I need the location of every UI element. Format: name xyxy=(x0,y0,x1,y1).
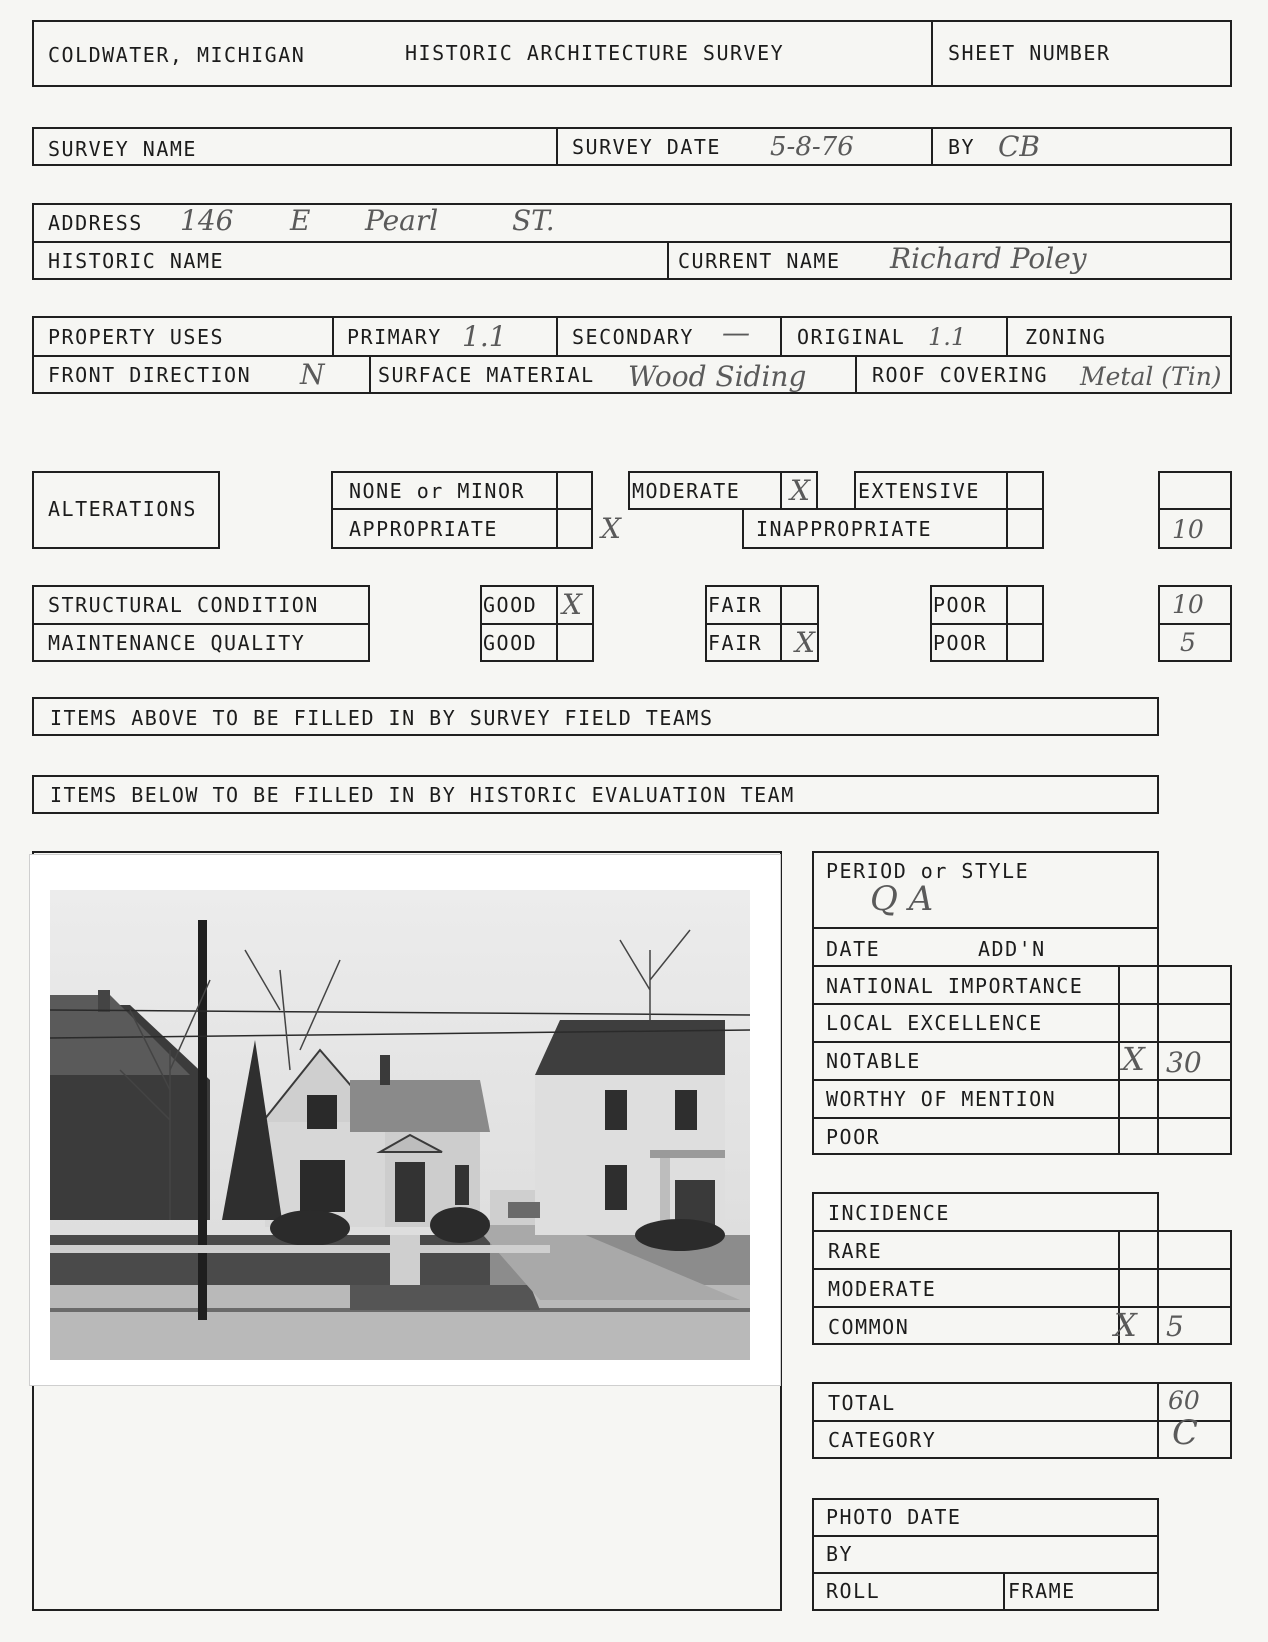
secondary-value: — xyxy=(722,316,750,349)
structural-condition-label: STRUCTURAL CONDITION xyxy=(48,593,319,617)
structural-score: 10 xyxy=(1172,590,1204,619)
structural-fair-label: FAIR xyxy=(708,593,763,617)
zoning-label: ZONING xyxy=(1025,325,1107,349)
maintenance-score: 5 xyxy=(1180,628,1196,657)
period-style-value: Q A xyxy=(870,879,934,919)
address-street: Pearl xyxy=(365,204,439,237)
moderate-label: MODERATE xyxy=(632,479,741,503)
notable-mark: X xyxy=(1122,1040,1145,1078)
moderate-mark: X xyxy=(790,474,810,507)
city-label: COLDWATER, MICHIGAN xyxy=(48,43,306,67)
surface-material-label: SURFACE MATERIAL xyxy=(378,363,595,387)
historic-name-label: HISTORIC NAME xyxy=(48,249,225,273)
form-title: HISTORIC ARCHITECTURE SURVEY xyxy=(405,41,785,65)
survey-date-value: 5-8-76 xyxy=(770,132,854,162)
primary-value: 1.1 xyxy=(462,320,507,353)
date-label: DATE xyxy=(826,937,881,961)
local-excellence-label: LOCAL EXCELLENCE xyxy=(826,1011,1043,1035)
house-photograph xyxy=(30,855,780,1385)
maintenance-poor-label: POOR xyxy=(933,631,988,655)
address-label: ADDRESS xyxy=(48,211,143,235)
original-value: 1.1 xyxy=(928,323,967,351)
common-label: COMMON xyxy=(828,1315,910,1339)
house-photo-image xyxy=(50,890,750,1360)
frame-label: FRAME xyxy=(1008,1579,1076,1603)
alterations-label: ALTERATIONS xyxy=(48,497,197,521)
sheet-number-label: SHEET NUMBER xyxy=(948,41,1111,65)
survey-by-value: CB xyxy=(998,130,1040,163)
notable-label: NOTABLE xyxy=(826,1049,921,1073)
appropriate-mark: X xyxy=(601,512,621,545)
current-name-value: Richard Poley xyxy=(890,242,1087,275)
common-score: 5 xyxy=(1166,1310,1184,1343)
national-importance-label: NATIONAL IMPORTANCE xyxy=(826,974,1084,998)
notes-above-text: ITEMS ABOVE TO BE FILLED IN BY SURVEY FIELD TEAMS xyxy=(50,706,714,730)
current-name-label: CURRENT NAME xyxy=(678,249,841,273)
appropriate-label: APPROPRIATE xyxy=(349,517,498,541)
survey-date-label: SURVEY DATE xyxy=(572,135,721,159)
inappropriate-label: INAPPROPRIATE xyxy=(756,517,933,541)
total-value: 60 xyxy=(1168,1386,1200,1415)
none-minor-label: NONE or MINOR xyxy=(349,479,526,503)
address-suffix: ST. xyxy=(512,204,555,237)
property-uses-label: PROPERTY USES xyxy=(48,325,225,349)
worthy-of-mention-label: WORTHY OF MENTION xyxy=(826,1087,1057,1111)
address-number: 146 xyxy=(180,204,234,237)
front-direction-value: N xyxy=(300,358,325,391)
maintenance-fair-mark: X xyxy=(795,626,815,659)
addn-label: ADD'N xyxy=(978,937,1046,961)
alterations-score: 10 xyxy=(1172,515,1204,544)
survey-by-label: BY xyxy=(948,135,976,159)
photo-date-label: PHOTO DATE xyxy=(826,1505,962,1529)
incidence-moderate-label: MODERATE xyxy=(828,1277,937,1301)
original-label: ORIGINAL xyxy=(797,325,906,349)
structural-good-mark: X xyxy=(562,588,582,621)
maintenance-fair-label: FAIR xyxy=(708,631,763,655)
notes-below-text: ITEMS BELOW TO BE FILLED IN BY HISTORIC EVALUATION TEAM xyxy=(50,783,795,807)
structural-poor-label: POOR xyxy=(933,593,988,617)
maintenance-quality-label: MAINTENANCE QUALITY xyxy=(48,631,306,655)
surface-material-value: Wood Siding xyxy=(628,360,807,393)
category-value: C xyxy=(1172,1413,1199,1453)
photo-by-label: BY xyxy=(826,1542,854,1566)
extensive-label: EXTENSIVE xyxy=(858,479,980,503)
common-mark: X xyxy=(1114,1306,1137,1344)
incidence-label: INCIDENCE xyxy=(828,1201,950,1225)
total-label: TOTAL xyxy=(828,1391,896,1415)
rare-label: RARE xyxy=(828,1239,883,1263)
structural-good-label: GOOD xyxy=(483,593,538,617)
secondary-label: SECONDARY xyxy=(572,325,694,349)
roof-covering-label: ROOF COVERING xyxy=(872,363,1049,387)
eval-poor-label: POOR xyxy=(826,1125,881,1149)
category-label: CATEGORY xyxy=(828,1428,937,1452)
primary-label: PRIMARY xyxy=(347,325,442,349)
front-direction-label: FRONT DIRECTION xyxy=(48,363,252,387)
roll-label: ROLL xyxy=(826,1579,881,1603)
maintenance-good-label: GOOD xyxy=(483,631,538,655)
period-style-label: PERIOD or STYLE xyxy=(826,859,1030,883)
notable-score: 30 xyxy=(1166,1046,1202,1079)
roof-covering-value: Metal (Tin) xyxy=(1080,362,1222,391)
survey-name-label: SURVEY NAME xyxy=(48,137,197,161)
address-direction: E xyxy=(290,204,311,237)
